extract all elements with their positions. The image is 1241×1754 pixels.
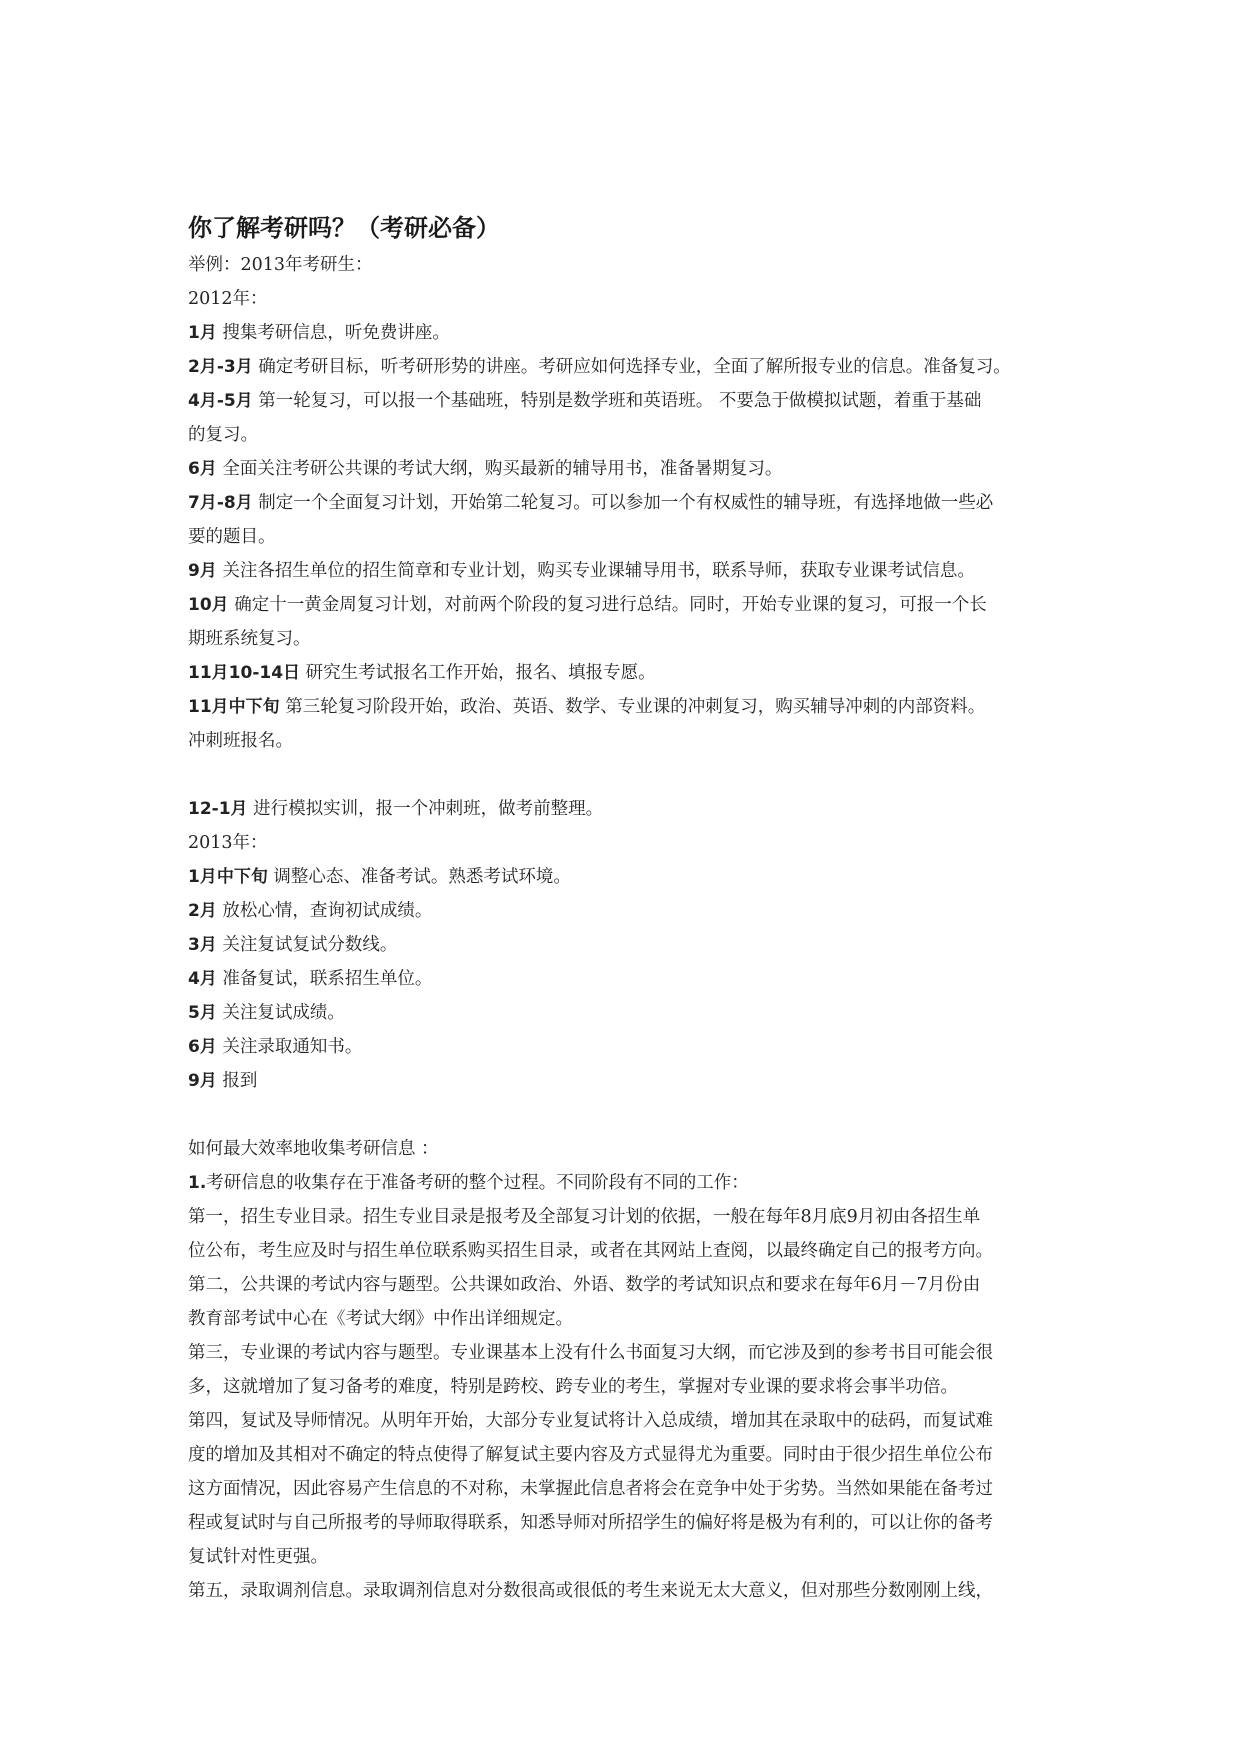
text-line (188, 418, 1068, 452)
text-line (188, 554, 1068, 588)
text-line (188, 1404, 1068, 1438)
text-line (188, 520, 1068, 554)
text-line (188, 792, 1068, 826)
line-lead: 4月-5月 (188, 391, 253, 411)
text-line (188, 452, 1068, 486)
line-text: 举例：2013年考研生： (188, 255, 373, 275)
line-text: 确定十一黄金周复习计划，对前两个阶段的复习进行总结。同时，开始专业课的复习，可报一个长 (228, 595, 987, 615)
line-text: 进行模拟实训，报一个冲刺班，做考前整理。 (247, 799, 604, 819)
line-text: 调整心态、准备考试。熟悉考试环境。 (267, 867, 571, 887)
line-text: 的复习。 (188, 425, 258, 445)
text-line (188, 1506, 1068, 1540)
text-line (188, 1540, 1068, 1574)
text-line (188, 656, 1068, 690)
text-line (188, 1030, 1068, 1064)
text-line (188, 996, 1068, 1030)
line-text: 全面关注考研公共课的考试大纲，购买最新的辅导用书，准备暑期复习。 (216, 459, 783, 479)
line-lead: 5月 (188, 1003, 217, 1023)
text-line (188, 1302, 1068, 1336)
line-text: 冲刺班报名。 (188, 731, 293, 751)
text-line (188, 1472, 1068, 1506)
text-line (188, 962, 1068, 996)
text-line (188, 1370, 1068, 1404)
line-text: 关注复试成绩。 (216, 1003, 345, 1023)
line-lead: 4月 (188, 969, 217, 989)
line-text: 2013年： (188, 833, 268, 853)
text-line (188, 1064, 1068, 1098)
document-body (188, 248, 1068, 1608)
text-line (188, 486, 1068, 520)
line-text: 程或复试时与自己所报考的导师取得联系，知悉导师对所招学生的偏好将是极为有利的，可以让你的备考 (188, 1513, 993, 1533)
line-text: 放松心情，查询初试成绩。 (216, 901, 433, 921)
line-lead: 9月 (188, 1071, 217, 1091)
line-lead: 11月中下旬 (188, 697, 280, 717)
text-line (188, 1574, 1068, 1608)
document-page (188, 208, 1068, 1608)
text-line (188, 1336, 1068, 1370)
text-line (188, 1438, 1068, 1472)
line-text: 期班系统复习。 (188, 629, 311, 649)
line-lead: 6月 (188, 1037, 217, 1057)
text-line (188, 622, 1068, 656)
line-text: 关注各招生单位的招生简章和专业计划，购买专业课辅导用书，联系导师，获取专业课考试信息。 (216, 561, 975, 581)
text-line (188, 1268, 1068, 1302)
line-lead: 6月 (188, 459, 217, 479)
text-line (188, 860, 1068, 894)
document-title: 你了解考研吗？（考研必备） (188, 214, 500, 242)
line-text: 考研信息的收集存在于准备考研的整个过程。不同阶段有不同的工作： (206, 1173, 749, 1193)
line-text: 关注复试复试分数线。 (216, 935, 398, 955)
text-line (188, 248, 1068, 282)
text-line (188, 1132, 1068, 1166)
text-line (188, 350, 1068, 384)
text-line (188, 690, 1068, 724)
line-text: 复试针对性更强。 (188, 1547, 328, 1567)
line-lead: 3月 (188, 935, 217, 955)
line-text: 多，这就增加了复习备考的难度，特别是跨校、跨专业的考生，掌握对专业课的要求将会事半功倍。 (188, 1377, 958, 1397)
line-lead: 2月-3月 (188, 357, 253, 377)
line-lead: 11月10-14日 (188, 663, 301, 683)
text-line (188, 826, 1068, 860)
line-lead: 2月 (188, 901, 217, 921)
line-text: 搜集考研信息，听免费讲座。 (216, 323, 450, 343)
line-text: 度的增加及其相对不确定的特点使得了解复试主要内容及方式显得尤为重要。同时由于很少招生单位公布 (188, 1445, 993, 1465)
text-line (188, 588, 1068, 622)
line-text: 第三轮复习阶段开始，政治、英语、数学、专业课的冲刺复习，购买辅导冲刺的内部资料。 (279, 697, 986, 717)
line-text: 确定考研目标，听考研形势的讲座。考研应如何选择专业，全面了解所报专业的信息。准备复习。 (252, 357, 1011, 377)
line-text: 教育部考试中心在《考试大纲》中作出详细规定。 (188, 1309, 573, 1329)
text-line (188, 1200, 1068, 1234)
line-text: 关注录取通知书。 (216, 1037, 363, 1057)
text-line (188, 384, 1068, 418)
line-lead: 1. (188, 1173, 207, 1193)
text-line (188, 724, 1068, 758)
line-text: 准备复试，联系招生单位。 (216, 969, 433, 989)
text-line (188, 316, 1068, 350)
line-text: 制定一个全面复习计划，开始第二轮复习。可以参加一个有权威性的辅导班，有选择地做一些必 (252, 493, 994, 513)
line-text: 第四，复试及导师情况。从明年开始，大部分专业复试将计入总成绩，增加其在录取中的砝码，而复试难 (188, 1411, 993, 1431)
line-text: 第五，录取调剂信息。录取调剂信息对分数很高或很低的考生来说无太大意义，但对那些分数刚刚上线， (188, 1581, 993, 1601)
line-text: 报到 (216, 1071, 258, 1091)
line-lead: 12-1月 (188, 799, 248, 819)
line-text: 这方面情况，因此容易产生信息的不对称，未掌握此信息者将会在竞争中处于劣势。当然如果能在备考过 (188, 1479, 993, 1499)
text-line (188, 1234, 1068, 1268)
line-lead: 1月 (188, 323, 217, 343)
text-line (188, 282, 1068, 316)
text-line (188, 1166, 1068, 1200)
line-lead: 7月-8月 (188, 493, 253, 513)
line-text: 第一轮复习，可以报一个基础班，特别是数学班和英语班。 不要急于做模拟试题，着重于基础 (252, 391, 982, 411)
line-text: 第三，专业课的考试内容与题型。专业课基本上没有什么书面复习大纲，而它涉及到的参考书目可能会很 (188, 1343, 993, 1363)
text-line (188, 928, 1068, 962)
blank-line (188, 758, 1068, 792)
line-lead: 10月 (188, 595, 229, 615)
line-text: 位公布，考生应及时与招生单位联系购买招生目录，或者在其网站上查阅，以最终确定自己的报考方向。 (188, 1241, 993, 1261)
text-line (188, 894, 1068, 928)
line-text: 2012年： (188, 289, 268, 309)
line-lead: 1月中下旬 (188, 867, 268, 887)
line-text: 要的题目。 (188, 527, 276, 547)
line-text: 第二，公共课的考试内容与题型。公共课如政治、外语、数学的考试知识点和要求在每年6月－7月份由 (188, 1275, 981, 1295)
line-text: 第一，招生专业目录。招生专业目录是报考及全部复习计划的依据，一般在每年8月底9月初由各招生单 (188, 1207, 981, 1227)
blank-line (188, 1098, 1068, 1132)
line-text: 研究生考试报名工作开始，报名、填报专愿。 (300, 663, 656, 683)
line-text: 如何最大效率地收集考研信息 ： (188, 1139, 439, 1159)
line-lead: 9月 (188, 561, 217, 581)
